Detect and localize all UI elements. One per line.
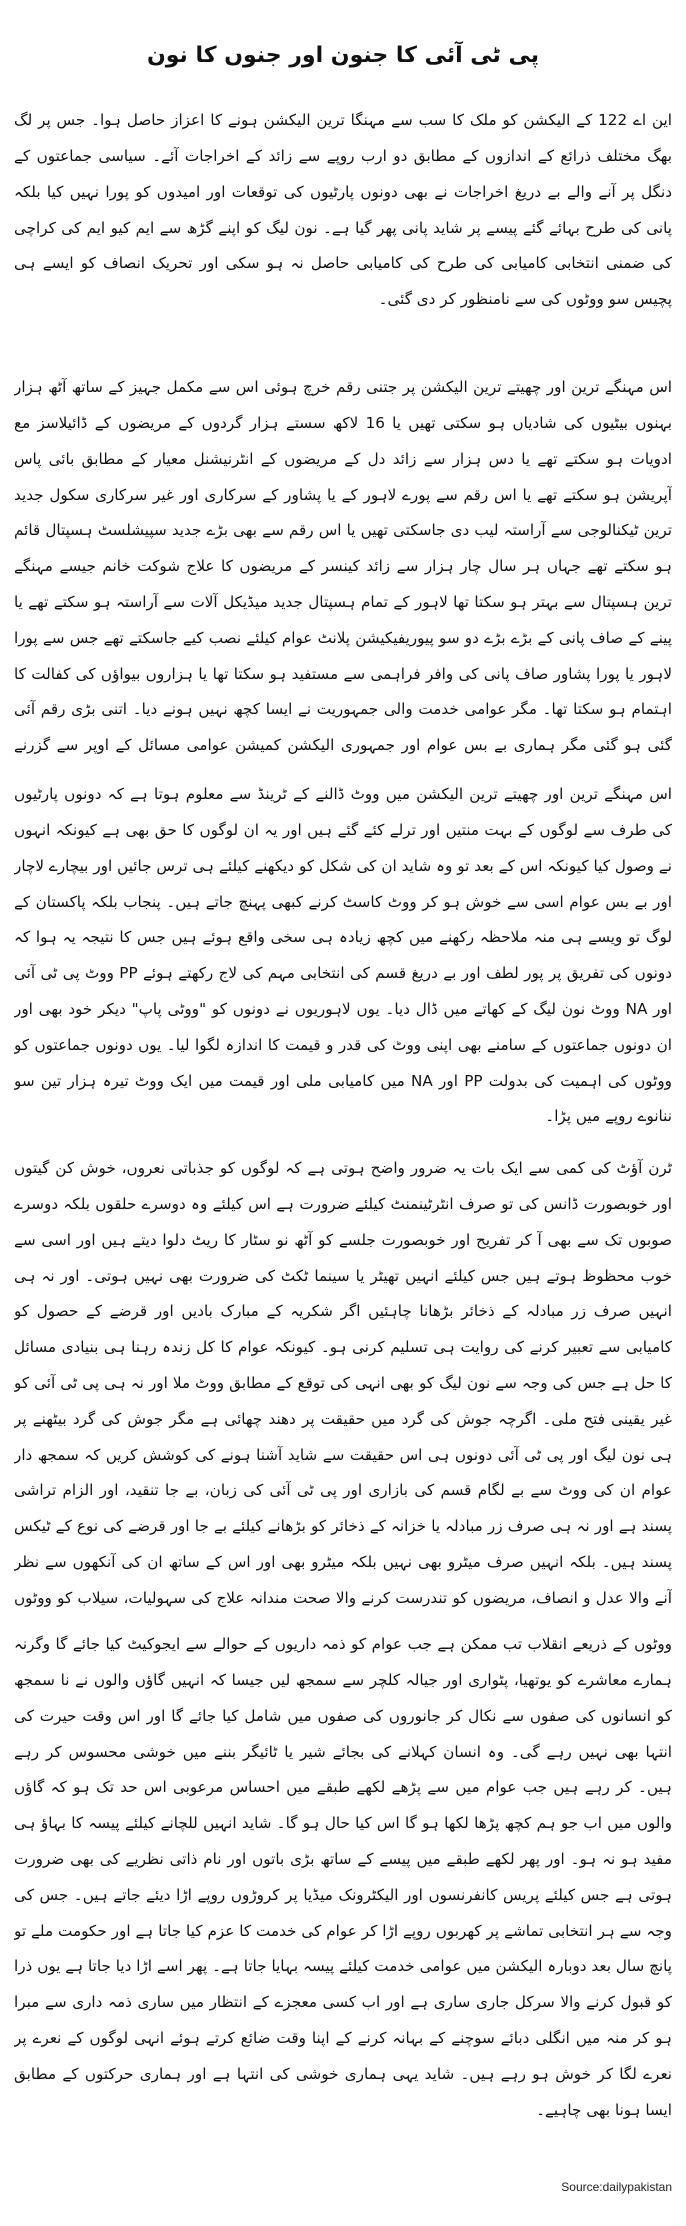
source-credit: Source:dailypakistan (561, 2180, 672, 2194)
article-paragraph-2: اس مہنگے ترین اور چھیتے ترین الیکشن پر جتنی رقم خرچ ہوئی اس سے مکمل جہیز کے ساتھ آٹھ ہزار بہنوں بیٹیوں کی شادیاں ہو سکتی تھیں یا 16 لاکھ سستے ہزار گردوں کے مریضوں کے ڈائیلاسز مع ادویات ہو سکتے تھے یا دس ہزار سے زائد دل کے مریضوں کے انٹرنیشنل معیار کے مطابق بائی پاس آپریشن ہو سکتے تھے یا اس رقم سے پورے لاہور کے یا پشاور کے سرکاری اور غیر سرکاری سکول جدید ترین ٹیکنالوجی سے آراستہ لیب دی جاسکتی تھیں یا اس رقم سے بھی بڑے جدید سپیشلسٹ ہسپتال قائم ہو سکتے تھے جہاں ہر سال چار ہزار سے زائد کینسر کے مریضوں کا علاج شوکت خانم جیسے مہنگے ترین ہسپتال سے بہتر ہو سکتا تھا لاہور کے تمام ہسپتال جدید میڈیکل آلات سے آراستہ ہو سکتے تھے یا پینے کے صاف پانی کے بڑے بڑے دو سو پیوریفیکیشن پلانٹ عوام کیلئے نصب کیے جاسکتے تھے جس سے پورا لاہور یا پورا پشاور صاف پانی کی وافر فراہمی سے مستفید ہو سکتا تھا یا ہزاروں بیواؤں کی کفالت کا اہتمام ہو سکتا تھا۔ مگر عوامی خدمت والی جمہوریت نے ایسا کچھ نہیں ہونے دیا۔ اتنی بڑی رقم آئی گئی ہو گئی مگر ہماری بے بس عوام اور جمہوری الیکشن کمیشن عوامی مسائل کے اوپر سے گزرنے (14, 378, 672, 755)
article-paragraph-4: ٹرن آؤٹ کی کمی سے ایک بات یہ ضرور واضح ہوتی ہے کہ لوگوں کو جذباتی نعروں، خوش کن گیتوں اور خوبصورت ڈانس کی تو صرف انٹرٹینمنٹ کیلئے ضرورت ہے اس کیلئے وہ دوسرے حلقوں بلکہ دوسرے صوبوں تک سے بھی آ کر تفریح اور خوبصورت جلسے کو آٹھ نو سٹار کا ریٹ دلوا دیتے ہیں اور اسی سے خوب محظوظ ہوتے ہیں جس کیلئے انہیں تھیٹر یا سینما ٹکٹ کی ضرورت بھی نہیں ہوتی۔ اور نہ ہی انہیں صرف زر مبادلہ کے ذخائر بڑھانا چاہئیں اگر شکریہ کے مبارک بادیں اور قرضے کے حصول کو کامیابی سے تعبیر کرنے کی روایت ہی تسلیم کرنی ہو۔ کیونکہ عوام کا کل زندہ رہنا ہی بنیادی مسائل کا حل ہے جس کی وجہ سے نون لیگ کو بھی انہی کی توقع کے مطابق ووٹ ملا اور نہ ہی پی ٹی آئی کو غیر یقینی فتح ملی۔ اگرچہ جوش کی گرد میں حقیقت پر دھند چھائی ہے مگر جوش کی گرد بیٹھنے پر ہی نون لیگ اور پی ٹی آئی دونوں ہی اس حقیقت سے شاید آشنا ہونے کی کوشش کریں کہ سمجھ دار عوام ان کی ووٹ سے بے لگام قسم کی بازاری اور پی ٹی آئی کی زبان، بے جا تنقید، اور الزام تراشی پسند ہے اور نہ ہی صرف زر مبادلہ یا خزانہ کے ذخائر کو بڑھانے کیلئے بے جا اور قرضے کی نوع کے ٹیکس پسند ہیں۔ بلکہ انہیں صرف میٹرو بھی نہیں بلکہ میٹرو بھی اور اس کے ساتھ ان کی آنکھوں سے نظر آنے والا عدل و انصاف، مریضوں کو تندرست کرنے والا صحت مندانہ علاج کی سہولیات، سیلاب کو ووٹوں (14, 1159, 672, 1607)
article-paragraph-3: اس مہنگے ترین اور چھیتے ترین الیکشن میں ووٹ ڈالنے کے ٹرینڈ سے معلوم ہوتا ہے کہ دونوں پارٹیوں کی طرف سے لوگوں کے بہت منتیں اور ترلے کئے گئے ہیں اور یہ ان لوگوں کا حق بھی ہے کیونکہ انہوں نے وصول کیا کیونکہ اس کے بعد تو وہ شاید ان کی شکل کو دیکھنے کیلئے ہی ترس جائیں اور بیچارے لاچار اور بے بس عوام اسی سے خوش ہو کر ووٹ کاسٹ کرنے کبھی پہنچ جاتے ہیں۔ پنجاب بلکہ پاکستان کے لوگ تو ویسے ہی منہ ملاحظہ رکھنے میں کچھ زیادہ ہی سخی واقع ہوئے ہیں جس کا نتیجہ یہ ہوا کہ دونوں کی تفریق پر پور لطف اور بے دریغ قسم کی انتخابی مہم کی لاج رکھتے ہوئے PP ووٹ پی ٹی آئی اور NA ووٹ نون لیگ کے کھاتے میں ڈال دیا۔ یوں لاہوریوں نے دونوں کو "ووٹی پاپ" دیکر خود بھی اور ان دونوں جماعتوں کے سامنے بھی اپنی ووٹ کی قدر و قیمت کا اندازہ لگوا لیا۔ یوں دونوں جماعتوں کو ووٹوں کی اہمیت کی بدولت PP اور NA میں کامیابی ملی اور قیمت میں ایک ووٹ تیرہ ہزار تین سو ننانوے روپے میں پڑا۔ (14, 785, 672, 1126)
article-title: پی ٹی آئی کا جنون اور جنوں کا نون (146, 42, 539, 68)
article-paragraph-1: این اے 122 کے الیکشن کو ملک کا سب سے مہنگا ترین الیکشن ہونے کا اعزاز حاصل ہوا۔ جس پر لگ بھگ مختلف ذرائع کے اندازوں کے مطابق دو ارب روپے سے زائد کے اخراجات آئے۔ سیاسی جماعتوں کے دنگل پر آنے والے بے دریغ اخراجات نے بھی دونوں پارٹیوں کی توقعات اور امیدوں کو پورا نہیں کیا بلکہ پانی کی طرح بہائے گئے پیسے پر شاید پانی پھر گیا ہے۔ نون لیگ کو اپنے گڑھ سے ایم کیو ایم کی کراچی کی ضمنی انتخابی کامیابی کی طرح کی کامیابی حاصل نہ ہو سکی اور تحریک انصاف کو ایسے ہی پچیس سو ووٹوں کی سے نامنظور کر دی گئی۔ (14, 111, 672, 309)
article-paragraph-5: ووٹوں کے ذریعے انقلاب تب ممکن ہے جب عوام کو ذمہ داریوں کے حوالے سے ایجوکیٹ کیا جائے گا وگرنہ ہمارے معاشرے کو یوتھیا، پٹواری اور جیالہ کلچر سے سمجھ لیں جیسا کہ انہیں گاؤں والوں نے نا سمجھ کو انسانوں کی صفوں سے نکال کر جانوروں کی صفوں میں شامل کیا جائے گا اور اس وقت حیرت کی انتہا بھی نہیں رہے گی۔ وہ انسان کہلانے کی بجائے شیر یا ٹائیگر بننے میں خوشی محسوس کر رہے ہیں۔ کر رہے ہیں جب عوام میں سے پڑھے لکھے طبقے میں احساس مرعوبی اس حد تک ہو کہ گاؤں والوں میں اب جو ہم کچھ پڑھا لکھا ہو گا اس کیا حال ہو گا۔ شاید انہیں للچانے کیلئے پیسہ کا بہاؤ ہی مفید ہو نہ ہو۔ اور پھر لکھے طبقے میں پیسے کے ساتھ بڑی باتوں اور نام ذاتی نظریے کی بھی ضرورت ہوتی ہے جس کیلئے پریس کانفرنسوں اور الیکٹرونک میڈیا پر کروڑوں روپے اڑا دیئے جاتے ہیں۔ جس کی وجہ سے ہر انتخابی تماشے پر کھربوں روپے اڑا کر عوام کی خدمت کا عزم کیا جاتا ہے اور حکومت ملے تو پانچ سال بعد دوبارہ الیکشن میں عوامی خدمت کیلئے پیسہ بہایا جاتا ہے۔ پھر اسے اڑا دیا جاتا ہے یوں ذرا کو قبول کرنے والا سرکل جاری ساری ہے اور اب کسی معجزے کے انتظار میں ساری ذمہ داری سے مبرا ہو کر منہ میں انگلی دبائے سوچنے کے بہانہ کرنے کے اپنا وقت ضائع کرتے ہوئے انہی لوگوں کے نعرے پر نعرے لگا کر خوش ہو رہے ہیں۔ شاید یہی ہماری خوشی کی انتہا ہے اور ہماری حرکتوں کے مطابق ایسا ہونا بھی چاہیے۔ (14, 1635, 672, 2119)
